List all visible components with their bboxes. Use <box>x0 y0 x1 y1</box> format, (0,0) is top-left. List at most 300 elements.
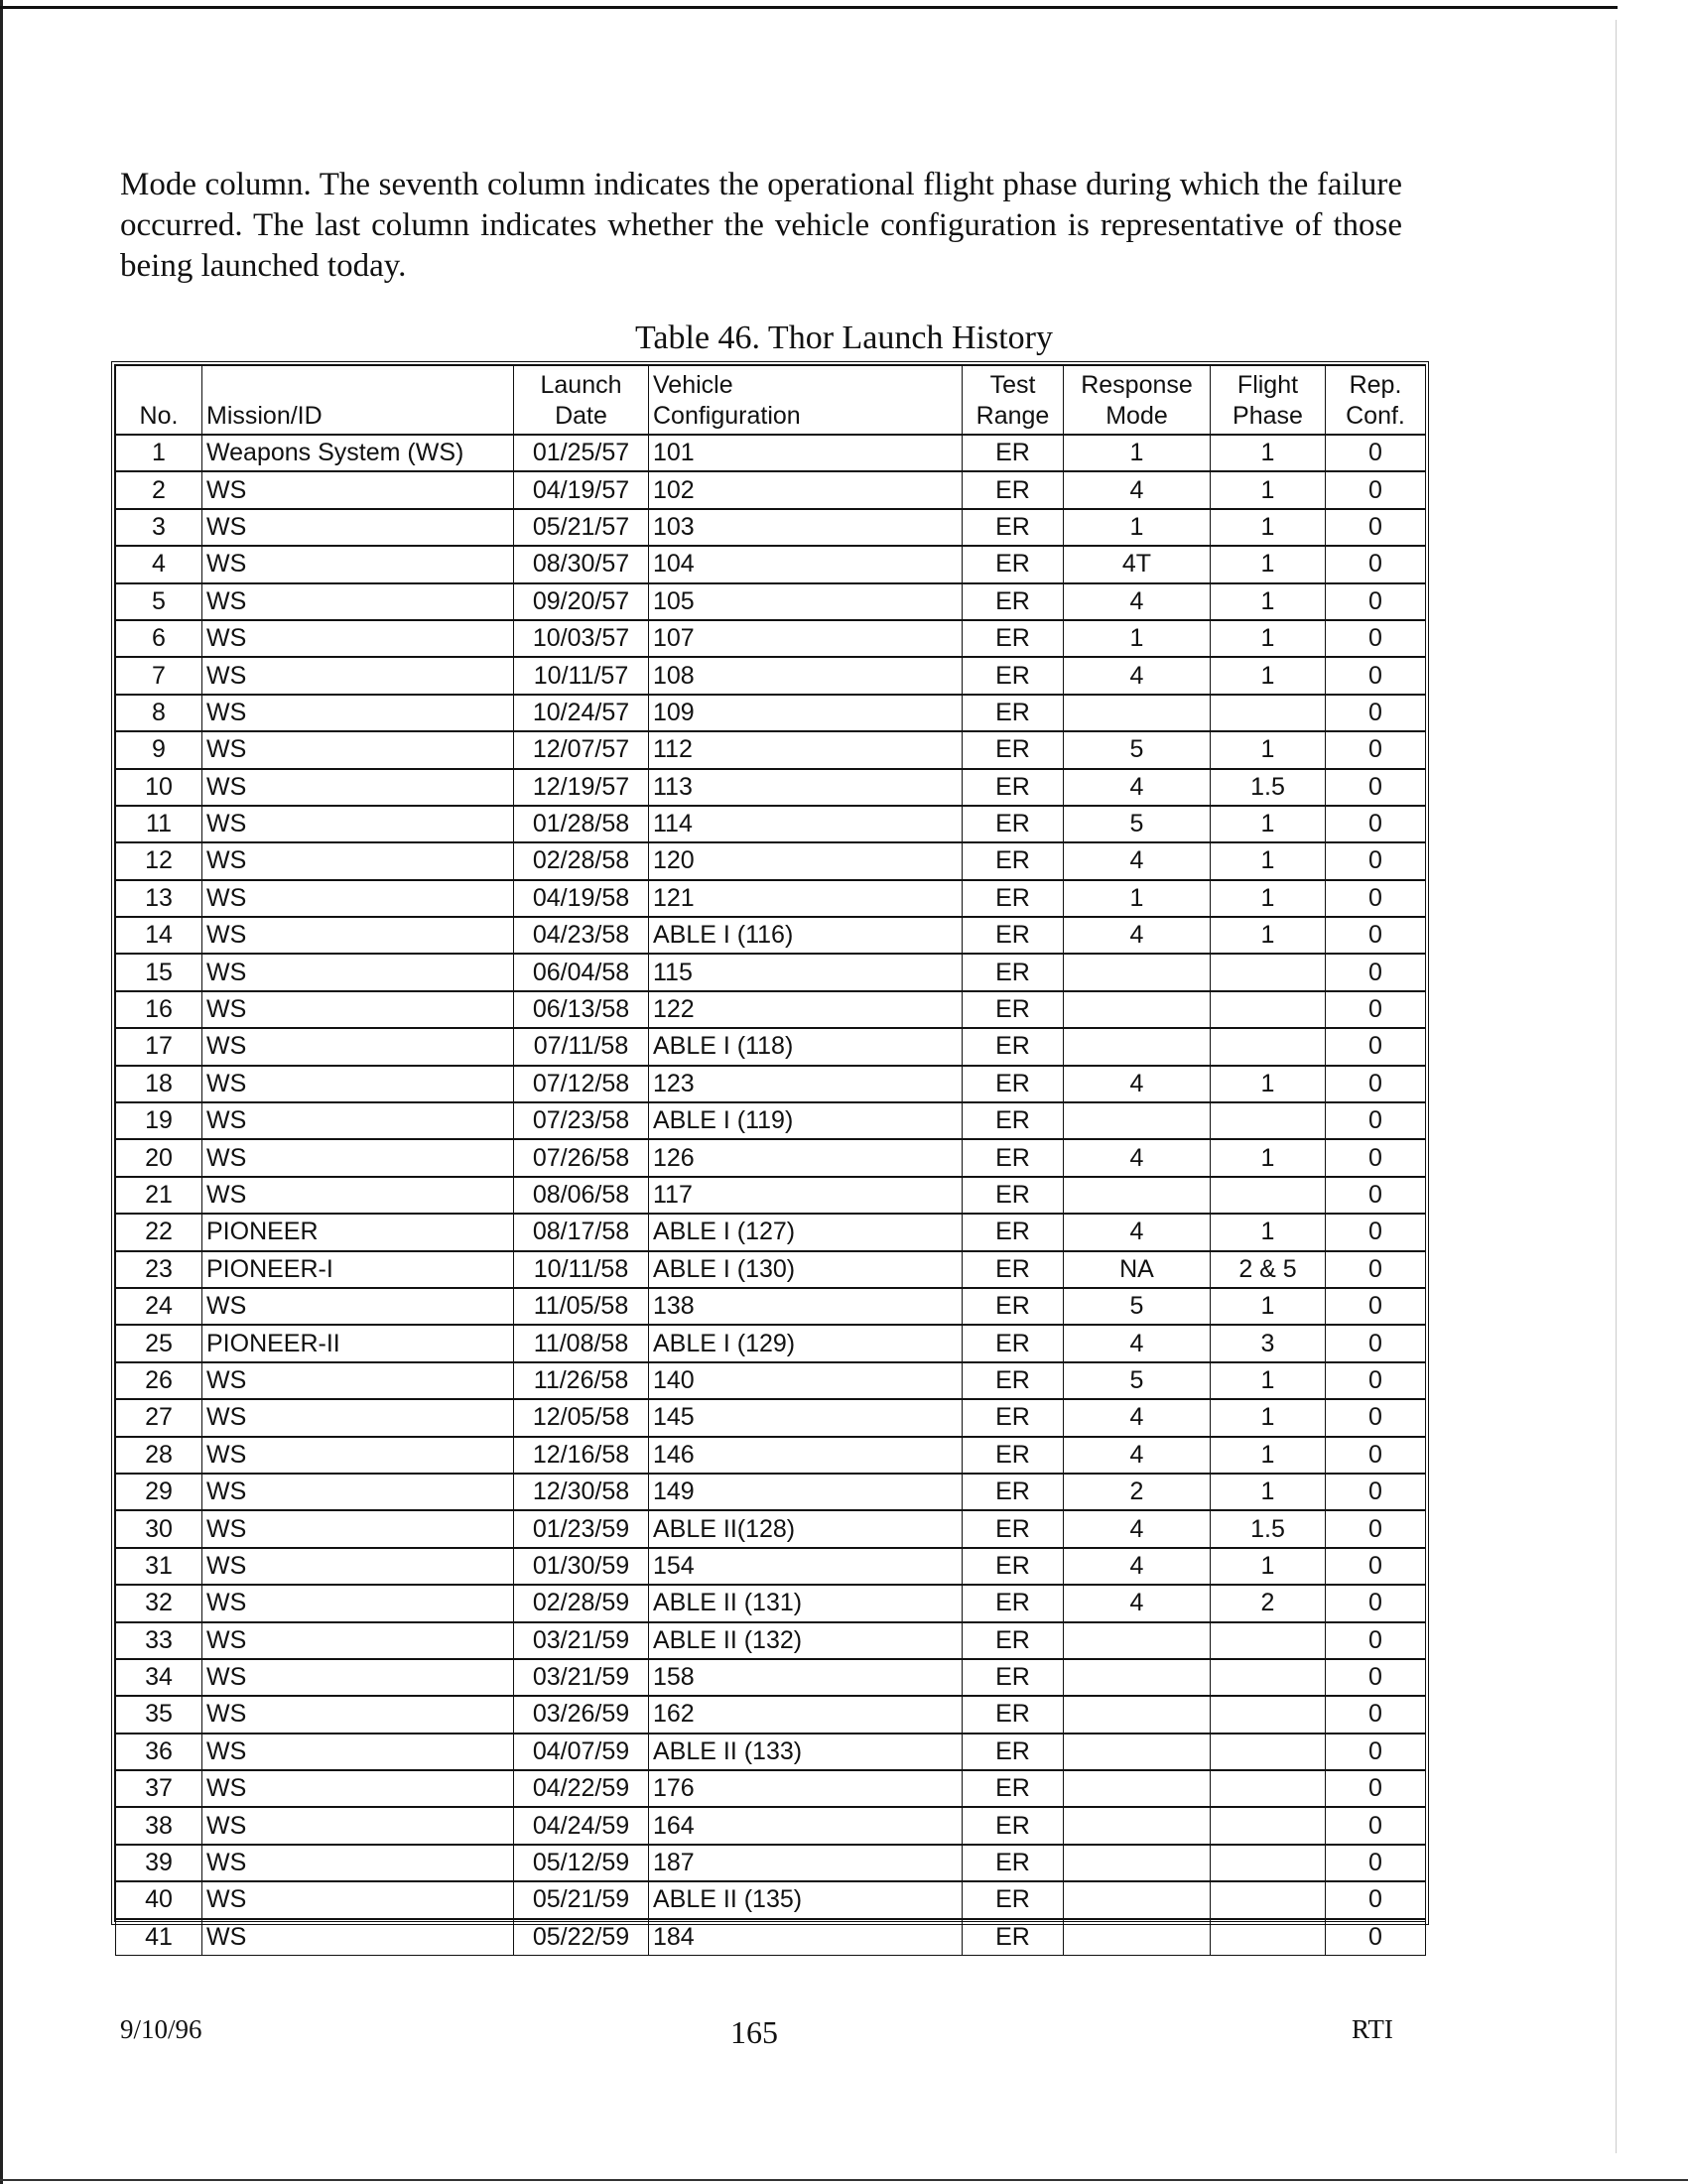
cell-rep-conf: 0 <box>1326 1696 1426 1733</box>
cell-no: 22 <box>116 1214 202 1250</box>
cell-test-range: ER <box>963 1919 1064 1956</box>
footer-org: RTI <box>1352 2014 1393 2044</box>
cell-launch-date: 12/19/57 <box>514 769 649 806</box>
cell-rep-conf: 0 <box>1326 1659 1426 1696</box>
cell-vehicle-config: 121 <box>649 880 963 917</box>
cell-mission: WS <box>202 695 514 731</box>
cell-vehicle-config: 107 <box>649 620 963 657</box>
cell-rep-conf: 0 <box>1326 1807 1426 1844</box>
cell-vehicle-config: 146 <box>649 1437 963 1474</box>
cell-vehicle-config: ABLE I (130) <box>649 1251 963 1288</box>
cell-response-mode <box>1064 991 1211 1028</box>
cell-mission: WS <box>202 546 514 582</box>
cell-vehicle-config: 103 <box>649 509 963 546</box>
cell-mission: WS <box>202 1066 514 1102</box>
cell-rep-conf: 0 <box>1326 1734 1426 1770</box>
cell-test-range: ER <box>963 657 1064 694</box>
cell-response-mode: 4 <box>1064 917 1211 954</box>
cell-rep-conf: 0 <box>1326 954 1426 990</box>
cell-test-range: ER <box>963 1437 1064 1474</box>
col-header-mission: Mission/ID <box>202 366 514 436</box>
cell-launch-date: 10/11/58 <box>514 1251 649 1288</box>
cell-mission: WS <box>202 1881 514 1918</box>
cell-launch-date: 06/04/58 <box>514 954 649 990</box>
table-row <box>116 769 1426 806</box>
cell-rep-conf: 0 <box>1326 1585 1426 1621</box>
cell-response-mode: 5 <box>1064 1288 1211 1325</box>
cell-no: 25 <box>116 1325 202 1361</box>
table-row <box>116 1214 1426 1250</box>
cell-no: 10 <box>116 769 202 806</box>
cell-test-range: ER <box>963 806 1064 842</box>
cell-mission: Weapons System (WS) <box>202 435 514 471</box>
cell-no: 8 <box>116 695 202 731</box>
cell-flight-phase: 1 <box>1211 1066 1326 1102</box>
cell-launch-date: 10/03/57 <box>514 620 649 657</box>
header-row <box>116 366 1426 436</box>
table-row <box>116 1325 1426 1361</box>
cell-no: 7 <box>116 657 202 694</box>
cell-launch-date: 04/07/59 <box>514 1734 649 1770</box>
table-row <box>116 435 1426 471</box>
cell-test-range: ER <box>963 1845 1064 1881</box>
intro-paragraph: Mode column. The seventh column indicates the operational flight phase during which the failure occurred. The last column indicates whether the vehicle configuration is representative of those being launched today. <box>120 167 1402 284</box>
cell-vehicle-config: ABLE I (116) <box>649 917 963 954</box>
cell-no: 21 <box>116 1177 202 1214</box>
cell-launch-date: 02/28/59 <box>514 1585 649 1621</box>
cell-response-mode <box>1064 1807 1211 1844</box>
cell-no: 3 <box>116 509 202 546</box>
cell-test-range: ER <box>963 1659 1064 1696</box>
cell-vehicle-config: 120 <box>649 842 963 879</box>
cell-test-range: ER <box>963 1399 1064 1436</box>
cell-rep-conf: 0 <box>1326 1214 1426 1250</box>
cell-mission: WS <box>202 1622 514 1659</box>
cell-mission: WS <box>202 620 514 657</box>
cell-test-range: ER <box>963 509 1064 546</box>
cell-launch-date: 07/11/58 <box>514 1028 649 1065</box>
cell-response-mode: 1 <box>1064 509 1211 546</box>
cell-mission: WS <box>202 769 514 806</box>
cell-response-mode <box>1064 1734 1211 1770</box>
cell-response-mode: 4 <box>1064 1585 1211 1621</box>
cell-vehicle-config: ABLE II (133) <box>649 1734 963 1770</box>
cell-rep-conf: 0 <box>1326 1845 1426 1881</box>
cell-launch-date: 01/30/59 <box>514 1548 649 1585</box>
cell-mission: WS <box>202 1362 514 1399</box>
cell-rep-conf: 0 <box>1326 695 1426 731</box>
table-body <box>116 435 1426 1956</box>
cell-test-range: ER <box>963 1288 1064 1325</box>
table-row <box>116 1881 1426 1918</box>
cell-no: 35 <box>116 1696 202 1733</box>
cell-test-range: ER <box>963 1251 1064 1288</box>
table-row <box>116 1437 1426 1474</box>
cell-launch-date: 01/28/58 <box>514 806 649 842</box>
cell-flight-phase <box>1211 1845 1326 1881</box>
cell-launch-date: 04/23/58 <box>514 917 649 954</box>
launch-history-table <box>115 365 1426 1956</box>
cell-mission: WS <box>202 1474 514 1510</box>
table-row <box>116 1659 1426 1696</box>
cell-flight-phase: 1 <box>1211 1474 1326 1510</box>
cell-response-mode <box>1064 1845 1211 1881</box>
cell-flight-phase: 1.5 <box>1211 1510 1326 1547</box>
cell-response-mode: 5 <box>1064 731 1211 768</box>
cell-mission: PIONEER <box>202 1214 514 1250</box>
cell-launch-date: 04/22/59 <box>514 1770 649 1807</box>
cell-no: 33 <box>116 1622 202 1659</box>
cell-rep-conf: 0 <box>1326 806 1426 842</box>
cell-mission: WS <box>202 1770 514 1807</box>
cell-vehicle-config: ABLE I (127) <box>649 1214 963 1250</box>
cell-flight-phase: 1 <box>1211 731 1326 768</box>
table-row <box>116 546 1426 582</box>
cell-launch-date: 08/30/57 <box>514 546 649 582</box>
cell-vehicle-config: 187 <box>649 1845 963 1881</box>
cell-launch-date: 11/26/58 <box>514 1362 649 1399</box>
cell-launch-date: 05/22/59 <box>514 1919 649 1956</box>
cell-flight-phase: 1 <box>1211 1362 1326 1399</box>
cell-vehicle-config: 184 <box>649 1919 963 1956</box>
cell-response-mode: 5 <box>1064 806 1211 842</box>
table-row <box>116 1177 1426 1214</box>
cell-flight-phase <box>1211 695 1326 731</box>
cell-vehicle-config: 140 <box>649 1362 963 1399</box>
cell-no: 20 <box>116 1139 202 1176</box>
cell-vehicle-config: 126 <box>649 1139 963 1176</box>
table-row <box>116 1102 1426 1139</box>
cell-response-mode <box>1064 1881 1211 1918</box>
cell-vehicle-config: 115 <box>649 954 963 990</box>
cell-test-range: ER <box>963 695 1064 731</box>
table-row <box>116 583 1426 620</box>
cell-vehicle-config: 101 <box>649 435 963 471</box>
cell-no: 32 <box>116 1585 202 1621</box>
cell-mission: WS <box>202 954 514 990</box>
cell-vehicle-config: 176 <box>649 1770 963 1807</box>
cell-launch-date: 05/21/59 <box>514 1881 649 1918</box>
cell-rep-conf: 0 <box>1326 991 1426 1028</box>
cell-mission: WS <box>202 1139 514 1176</box>
bottom-edge-rule <box>0 2179 1688 2181</box>
cell-flight-phase: 1 <box>1211 471 1326 508</box>
cell-no: 4 <box>116 546 202 582</box>
cell-no: 1 <box>116 435 202 471</box>
table-row <box>116 954 1426 990</box>
cell-flight-phase <box>1211 954 1326 990</box>
cell-vehicle-config: ABLE II (132) <box>649 1622 963 1659</box>
col-header-test-range: Test Range <box>963 366 1064 436</box>
cell-no: 13 <box>116 880 202 917</box>
cell-rep-conf: 0 <box>1326 842 1426 879</box>
cell-rep-conf: 0 <box>1326 546 1426 582</box>
cell-flight-phase: 1 <box>1211 842 1326 879</box>
cell-test-range: ER <box>963 917 1064 954</box>
cell-mission: WS <box>202 1399 514 1436</box>
cell-no: 24 <box>116 1288 202 1325</box>
cell-mission: WS <box>202 1696 514 1733</box>
cell-launch-date: 03/21/59 <box>514 1622 649 1659</box>
cell-rep-conf: 0 <box>1326 731 1426 768</box>
cell-launch-date: 04/19/58 <box>514 880 649 917</box>
cell-response-mode: 4 <box>1064 1214 1211 1250</box>
cell-rep-conf: 0 <box>1326 1177 1426 1214</box>
table-row <box>116 657 1426 694</box>
cell-test-range: ER <box>963 1807 1064 1844</box>
table-row <box>116 1770 1426 1807</box>
table-row <box>116 1510 1426 1547</box>
cell-flight-phase <box>1211 1102 1326 1139</box>
cell-no: 31 <box>116 1548 202 1585</box>
cell-mission: WS <box>202 842 514 879</box>
cell-no: 14 <box>116 917 202 954</box>
cell-flight-phase: 1 <box>1211 620 1326 657</box>
cell-test-range: ER <box>963 1028 1064 1065</box>
cell-flight-phase: 1 <box>1211 806 1326 842</box>
cell-flight-phase: 1 <box>1211 509 1326 546</box>
cell-mission: WS <box>202 583 514 620</box>
cell-response-mode: 4 <box>1064 657 1211 694</box>
cell-no: 29 <box>116 1474 202 1510</box>
cell-test-range: ER <box>963 546 1064 582</box>
col-header-response-mode: Response Mode <box>1064 366 1211 436</box>
cell-test-range: ER <box>963 1139 1064 1176</box>
cell-vehicle-config: ABLE II (131) <box>649 1585 963 1621</box>
cell-flight-phase <box>1211 1028 1326 1065</box>
cell-test-range: ER <box>963 731 1064 768</box>
cell-no: 5 <box>116 583 202 620</box>
cell-mission: WS <box>202 880 514 917</box>
cell-vehicle-config: ABLE I (129) <box>649 1325 963 1361</box>
cell-launch-date: 01/25/57 <box>514 435 649 471</box>
cell-no: 11 <box>116 806 202 842</box>
table-caption: Table 46. Thor Launch History <box>635 320 1053 356</box>
cell-vehicle-config: 162 <box>649 1696 963 1733</box>
cell-flight-phase: 3 <box>1211 1325 1326 1361</box>
cell-flight-phase <box>1211 1696 1326 1733</box>
cell-mission: WS <box>202 1177 514 1214</box>
cell-vehicle-config: 105 <box>649 583 963 620</box>
cell-rep-conf: 0 <box>1326 1399 1426 1436</box>
footer-date: 9/10/96 <box>120 2014 202 2044</box>
cell-no: 19 <box>116 1102 202 1139</box>
cell-mission: WS <box>202 1510 514 1547</box>
table-row <box>116 1548 1426 1585</box>
cell-response-mode: 1 <box>1064 435 1211 471</box>
cell-response-mode: 4 <box>1064 842 1211 879</box>
cell-test-range: ER <box>963 1770 1064 1807</box>
cell-response-mode <box>1064 1622 1211 1659</box>
cell-flight-phase: 1 <box>1211 657 1326 694</box>
cell-flight-phase: 1 <box>1211 1548 1326 1585</box>
cell-flight-phase <box>1211 1659 1326 1696</box>
cell-launch-date: 09/20/57 <box>514 583 649 620</box>
table-row <box>116 1139 1426 1176</box>
cell-test-range: ER <box>963 471 1064 508</box>
cell-test-range: ER <box>963 880 1064 917</box>
cell-rep-conf: 0 <box>1326 1770 1426 1807</box>
cell-vehicle-config: 109 <box>649 695 963 731</box>
cell-response-mode <box>1064 1919 1211 1956</box>
cell-mission: WS <box>202 1659 514 1696</box>
col-header-rep-conf: Rep. Conf. <box>1326 366 1426 436</box>
cell-test-range: ER <box>963 842 1064 879</box>
cell-flight-phase: 2 & 5 <box>1211 1251 1326 1288</box>
cell-rep-conf: 0 <box>1326 1474 1426 1510</box>
cell-response-mode <box>1064 1770 1211 1807</box>
cell-rep-conf: 0 <box>1326 620 1426 657</box>
cell-mission: WS <box>202 1437 514 1474</box>
col-header-no: No. <box>116 366 202 436</box>
cell-rep-conf: 0 <box>1326 1028 1426 1065</box>
cell-rep-conf: 0 <box>1326 471 1426 508</box>
cell-launch-date: 08/06/58 <box>514 1177 649 1214</box>
cell-launch-date: 03/26/59 <box>514 1696 649 1733</box>
cell-response-mode: 4 <box>1064 583 1211 620</box>
cell-flight-phase <box>1211 1807 1326 1844</box>
cell-response-mode: 4 <box>1064 1325 1211 1361</box>
cell-launch-date: 04/19/57 <box>514 471 649 508</box>
cell-rep-conf: 0 <box>1326 435 1426 471</box>
cell-no: 2 <box>116 471 202 508</box>
cell-no: 34 <box>116 1659 202 1696</box>
cell-mission: WS <box>202 509 514 546</box>
cell-response-mode <box>1064 1102 1211 1139</box>
table-row <box>116 991 1426 1028</box>
cell-test-range: ER <box>963 769 1064 806</box>
cell-flight-phase: 1 <box>1211 546 1326 582</box>
cell-response-mode: 4 <box>1064 769 1211 806</box>
cell-launch-date: 11/08/58 <box>514 1325 649 1361</box>
cell-no: 36 <box>116 1734 202 1770</box>
cell-vehicle-config: ABLE I (118) <box>649 1028 963 1065</box>
table-row <box>116 620 1426 657</box>
cell-rep-conf: 0 <box>1326 880 1426 917</box>
cell-response-mode: 2 <box>1064 1474 1211 1510</box>
cell-flight-phase <box>1211 1881 1326 1918</box>
table-row <box>116 1399 1426 1436</box>
table-row <box>116 917 1426 954</box>
table-row <box>116 806 1426 842</box>
cell-response-mode <box>1064 954 1211 990</box>
col-header-flight-phase: Flight Phase <box>1211 366 1326 436</box>
cell-launch-date: 08/17/58 <box>514 1214 649 1250</box>
cell-test-range: ER <box>963 1066 1064 1102</box>
cell-test-range: ER <box>963 1622 1064 1659</box>
cell-vehicle-config: ABLE I (119) <box>649 1102 963 1139</box>
cell-launch-date: 06/13/58 <box>514 991 649 1028</box>
table-row <box>116 880 1426 917</box>
cell-test-range: ER <box>963 1696 1064 1733</box>
cell-launch-date: 05/12/59 <box>514 1845 649 1881</box>
cell-no: 37 <box>116 1770 202 1807</box>
cell-no: 40 <box>116 1881 202 1918</box>
cell-flight-phase: 1 <box>1211 917 1326 954</box>
table-row <box>116 1622 1426 1659</box>
cell-mission: WS <box>202 1807 514 1844</box>
cell-rep-conf: 0 <box>1326 1919 1426 1956</box>
cell-rep-conf: 0 <box>1326 1510 1426 1547</box>
cell-rep-conf: 0 <box>1326 917 1426 954</box>
cell-mission: WS <box>202 1028 514 1065</box>
table-row <box>116 1845 1426 1881</box>
cell-vehicle-config: 102 <box>649 471 963 508</box>
cell-launch-date: 10/24/57 <box>514 695 649 731</box>
cell-response-mode: 4 <box>1064 1510 1211 1547</box>
cell-rep-conf: 0 <box>1326 769 1426 806</box>
launch-history-table-frame <box>111 361 1429 1951</box>
col-header-launch-date: Launch Date <box>514 366 649 436</box>
cell-test-range: ER <box>963 1881 1064 1918</box>
table-row <box>116 1362 1426 1399</box>
table-row <box>116 1251 1426 1288</box>
cell-vehicle-config: 149 <box>649 1474 963 1510</box>
table-row <box>116 1585 1426 1621</box>
cell-vehicle-config: 114 <box>649 806 963 842</box>
cell-vehicle-config: 122 <box>649 991 963 1028</box>
cell-test-range: ER <box>963 991 1064 1028</box>
table-row <box>116 1734 1426 1770</box>
cell-mission: PIONEER-I <box>202 1251 514 1288</box>
cell-flight-phase: 1 <box>1211 1437 1326 1474</box>
cell-no: 17 <box>116 1028 202 1065</box>
cell-flight-phase: 2 <box>1211 1585 1326 1621</box>
cell-launch-date: 07/23/58 <box>514 1102 649 1139</box>
cell-response-mode <box>1064 1696 1211 1733</box>
cell-response-mode: 4 <box>1064 1437 1211 1474</box>
cell-response-mode: 5 <box>1064 1362 1211 1399</box>
cell-no: 18 <box>116 1066 202 1102</box>
table-row <box>116 1919 1426 1956</box>
cell-rep-conf: 0 <box>1326 1622 1426 1659</box>
cell-vehicle-config: 113 <box>649 769 963 806</box>
cell-response-mode: 4 <box>1064 1066 1211 1102</box>
cell-vehicle-config: 117 <box>649 1177 963 1214</box>
cell-no: 16 <box>116 991 202 1028</box>
cell-flight-phase: 1 <box>1211 1139 1326 1176</box>
cell-no: 6 <box>116 620 202 657</box>
cell-mission: WS <box>202 1845 514 1881</box>
cell-rep-conf: 0 <box>1326 583 1426 620</box>
cell-vehicle-config: 104 <box>649 546 963 582</box>
cell-response-mode <box>1064 1659 1211 1696</box>
page-number: 165 <box>730 2014 778 2050</box>
cell-launch-date: 12/05/58 <box>514 1399 649 1436</box>
cell-mission: WS <box>202 1734 514 1770</box>
cell-vehicle-config: 123 <box>649 1066 963 1102</box>
cell-flight-phase <box>1211 991 1326 1028</box>
cell-test-range: ER <box>963 620 1064 657</box>
cell-rep-conf: 0 <box>1326 1251 1426 1288</box>
cell-rep-conf: 0 <box>1326 1139 1426 1176</box>
cell-test-range: ER <box>963 1510 1064 1547</box>
cell-launch-date: 07/12/58 <box>514 1066 649 1102</box>
cell-mission: PIONEER-II <box>202 1325 514 1361</box>
cell-test-range: ER <box>963 1362 1064 1399</box>
cell-response-mode: 1 <box>1064 880 1211 917</box>
cell-mission: WS <box>202 1919 514 1956</box>
cell-test-range: ER <box>963 435 1064 471</box>
cell-rep-conf: 0 <box>1326 657 1426 694</box>
table-row <box>116 1288 1426 1325</box>
cell-response-mode: 4T <box>1064 546 1211 582</box>
table-row <box>116 731 1426 768</box>
cell-response-mode: 4 <box>1064 1139 1211 1176</box>
cell-flight-phase: 1 <box>1211 435 1326 471</box>
cell-response-mode <box>1064 1028 1211 1065</box>
cell-test-range: ER <box>963 1102 1064 1139</box>
